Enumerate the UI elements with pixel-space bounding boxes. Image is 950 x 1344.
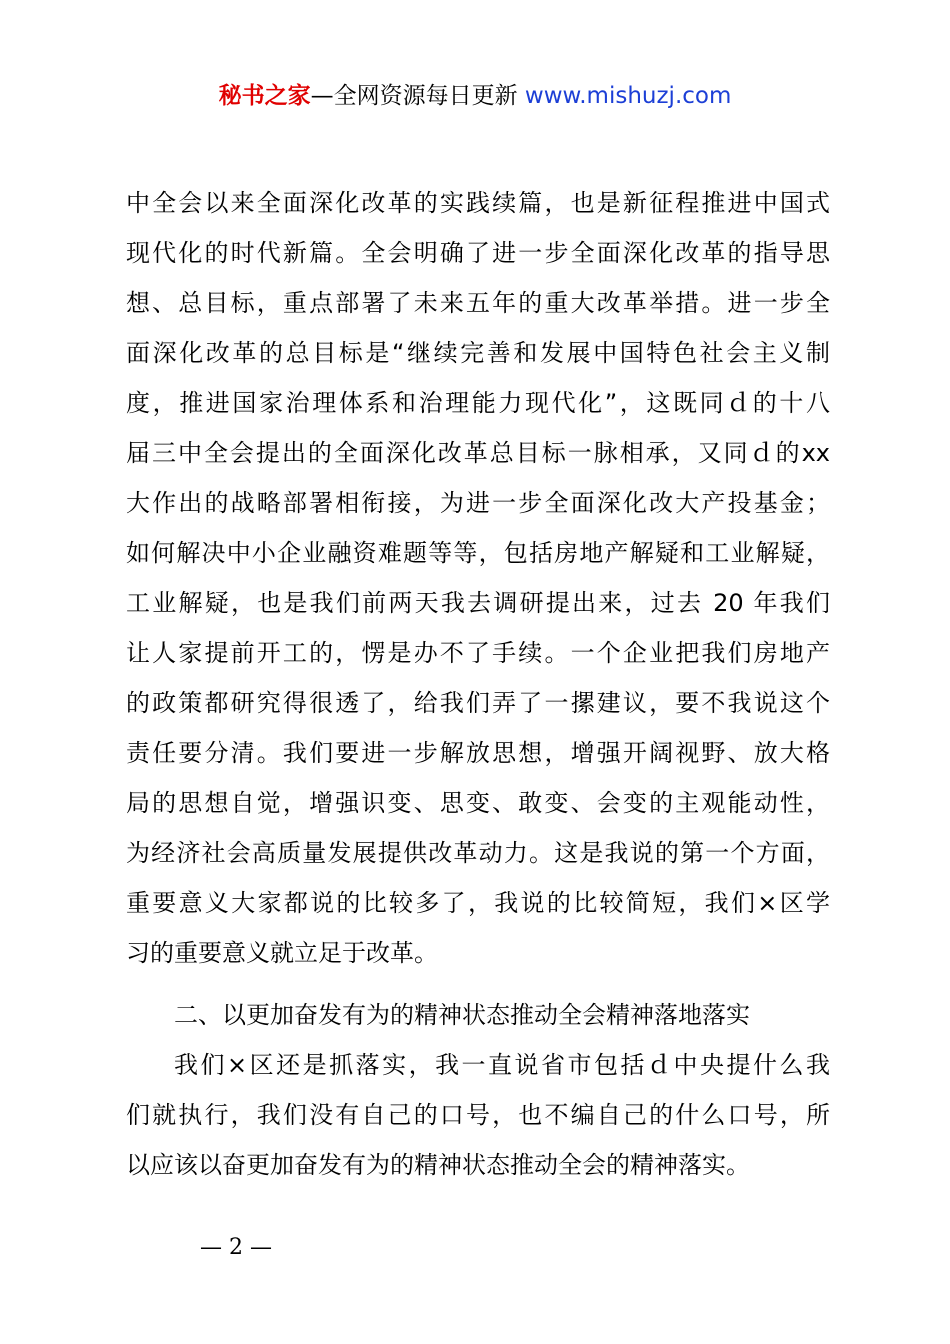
text-line: 为经济社会高质量发展提供改革动力。这是我说的第一个方面， [126, 839, 830, 867]
text-line: 现代化的时代新篇。全会明确了进一步全面深化改革的指导思 [126, 239, 830, 267]
text-line: 想、总目标，重点部署了未来五年的重大改革举措。进一步全 [126, 289, 830, 317]
text-line: 度，推进国家治理体系和治理能力现代化”，这既同ｄ的十八 [126, 389, 830, 417]
text-line: 重要意义大家都说的比较多了，我说的比较简短，我们×区学 [126, 889, 830, 917]
text-line: 责任要分清。我们要进一步解放思想，增强开阔视野、放大格 [126, 739, 830, 767]
paragraph [126, 1040, 830, 1190]
text-line: 如何解决中小企业融资难题等等，包括房地产解疑和工业解疑， [126, 539, 830, 567]
page-number: — 2 — [200, 1235, 272, 1260]
text-line: 局的思想自觉，增强识变、思变、敢变、会变的主观能动性， [126, 789, 830, 817]
text-line: 面深化改革的总目标是“继续完善和发展中国特色社会主义制 [126, 339, 830, 367]
document-body [126, 178, 830, 1190]
section-heading [126, 990, 830, 1040]
text-line: 大作出的战略部署相衔接，为进一步全面深化改大产投基金； [126, 489, 830, 517]
text-line: 的政策都研究得很透了，给我们弄了一摞建议，要不我说这个 [126, 689, 830, 717]
text-line: 让人家提前开工的，愣是办不了手续。一个企业把我们房地产 [126, 639, 830, 667]
text-line: 我们×区还是抓落实，我一直说省市包括ｄ中央提什么我 [174, 1051, 830, 1079]
text-line: 届三中全会提出的全面深化改革总目标一脉相承，又同ｄ的xx [126, 439, 830, 467]
section-heading-text: 二、以更加奋发有为的精神状态推动全会精神落地落实 [174, 1001, 750, 1029]
site-header [0, 80, 950, 112]
site-url-link[interactable]: www.mishuzj.com [524, 83, 732, 109]
header-dash: — [310, 83, 334, 109]
text-line: 习的重要意义就立足于改革。 [126, 939, 438, 967]
brand-name: 秘书之家 [218, 83, 311, 109]
text-line: 们就执行，我们没有自己的口号，也不编自己的什么口号，所 [126, 1101, 830, 1129]
paragraph-continuation [126, 178, 830, 978]
text-line: 以应该以奋更加奋发有为的精神状态推动全会的精神落实。 [126, 1151, 750, 1179]
header-tagline: 全网资源每日更新 [333, 83, 518, 109]
text-line: 工业解疑，也是我们前两天我去调研提出来，过去 20 年我们 [126, 589, 830, 617]
text-line: 中全会以来全面深化改革的实践续篇，也是新征程推进中国式 [126, 189, 830, 217]
